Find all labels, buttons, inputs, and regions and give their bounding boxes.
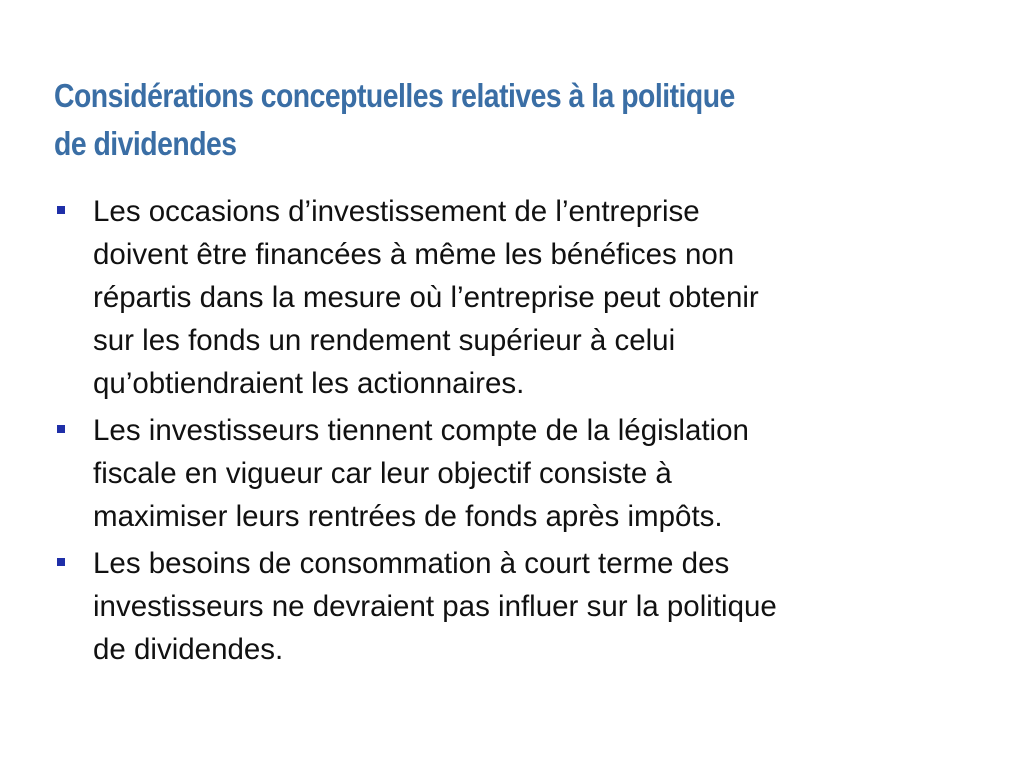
bullet-text-line: fiscale en vigueur car leur objectif consiste à bbox=[93, 457, 672, 490]
slide-title-line: de dividendes bbox=[54, 125, 237, 162]
bullet-text-line: maximiser leurs rentrées de fonds après impôts. bbox=[93, 500, 723, 533]
square-bullet-icon bbox=[57, 558, 65, 566]
bullet-text-line: Les investisseurs tiennent compte de la législation bbox=[93, 414, 749, 447]
bullet-text-line: Les occasions d’investissement de l’entreprise bbox=[93, 195, 700, 228]
bullet-item bbox=[52, 190, 972, 405]
bullet-text-line: sur les fonds un rendement supérieur à celui bbox=[93, 324, 676, 357]
bullet-text-line: de dividendes. bbox=[93, 633, 284, 666]
bullet-text-line: qu’obtiendraient les actionnaires. bbox=[93, 367, 525, 400]
square-bullet-icon bbox=[57, 425, 65, 433]
slide-title-line: Considérations conceptuelles relatives à la politique bbox=[54, 77, 735, 114]
slide-title bbox=[54, 72, 845, 168]
square-bullet-icon bbox=[57, 206, 65, 214]
bullet-text-line: Les besoins de consommation à court terme des bbox=[93, 547, 730, 580]
bullet-item bbox=[52, 409, 972, 538]
bullet-text-line: doivent être financées à même les bénéfices non bbox=[93, 238, 735, 271]
bullet-list bbox=[52, 190, 972, 675]
bullet-item bbox=[52, 542, 972, 671]
bullet-text-line: investisseurs ne devraient pas influer sur la politique bbox=[93, 590, 777, 623]
bullet-text-line: répartis dans la mesure où l’entreprise peut obtenir bbox=[93, 281, 759, 314]
